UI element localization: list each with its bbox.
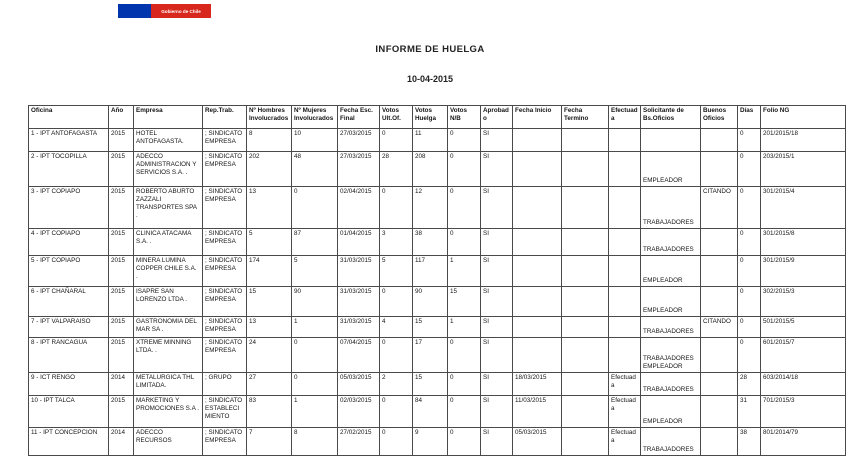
table-cell: 17	[413, 338, 448, 373]
table-cell: 0	[292, 373, 338, 396]
table-cell: 1	[448, 317, 481, 338]
table-cell: ; SINDICATO EMPRESA	[203, 428, 247, 456]
table-cell: 4 - IPT COPIAPO	[29, 229, 109, 256]
table-cell: ; SINDICATO EMPRESA	[203, 129, 247, 152]
table-cell: SI	[481, 187, 513, 229]
table-cell: 28	[738, 373, 761, 396]
table-cell	[701, 129, 738, 152]
table-cell	[609, 317, 641, 338]
table-cell: 48	[292, 152, 338, 187]
table-cell: 05/03/2015	[513, 428, 562, 456]
table-cell: 31	[738, 396, 761, 428]
table-cell	[701, 229, 738, 256]
table-cell: TRABAJADORES	[641, 373, 701, 396]
table-cell: 11	[413, 129, 448, 152]
table-row	[29, 187, 846, 229]
column-header: Empresa	[134, 106, 203, 129]
table-cell: 27/02/2015	[338, 428, 380, 456]
table-cell: ; SINDICATO ESTABLECIMIENTO	[203, 396, 247, 428]
table-cell: 301/2015/4	[761, 187, 846, 229]
table-cell: 0	[448, 229, 481, 256]
table-cell: 1	[292, 317, 338, 338]
table-cell: ; SINDICATO EMPRESA	[203, 256, 247, 287]
table-cell: 2015	[109, 256, 134, 287]
table-cell: TRABAJADORES	[641, 428, 701, 456]
table-cell	[562, 152, 609, 187]
table-cell: 18/03/2015	[513, 373, 562, 396]
table-row	[29, 373, 846, 396]
table-cell: 31/03/2015	[338, 256, 380, 287]
table-cell: 0	[448, 373, 481, 396]
table-cell: 0	[738, 187, 761, 229]
column-header: Nº Mujeres Involucrados	[292, 106, 338, 129]
table-cell: SI	[481, 338, 513, 373]
table-cell	[609, 152, 641, 187]
table-cell	[609, 256, 641, 287]
table-cell: 0	[738, 287, 761, 317]
table-cell: SI	[481, 287, 513, 317]
table-cell: 2015	[109, 396, 134, 428]
table-cell: 38	[738, 428, 761, 456]
table-cell: 0	[380, 287, 413, 317]
table-cell: 83	[247, 396, 292, 428]
column-header: Votos Ult.Of.	[380, 106, 413, 129]
table-cell: 0	[292, 338, 338, 373]
table-cell	[609, 287, 641, 317]
table-cell	[701, 287, 738, 317]
table-cell: 02/03/2015	[338, 396, 380, 428]
table-cell	[562, 129, 609, 152]
table-cell: SI	[481, 152, 513, 187]
table-cell: EMPLEADOR	[641, 287, 701, 317]
table-cell: 07/04/2015	[338, 338, 380, 373]
table-cell	[609, 338, 641, 373]
table-cell: 8 - IPT RANCAGUA	[29, 338, 109, 373]
column-header: Año	[109, 106, 134, 129]
table-cell: EMPLEADOR	[641, 152, 701, 187]
table-cell: 0	[448, 338, 481, 373]
table-cell: HOTEL ANTOFAGASTA.	[134, 129, 203, 152]
table-row	[29, 287, 846, 317]
table-cell	[701, 373, 738, 396]
table-cell: 15	[413, 317, 448, 338]
table-cell: ; SINDICATO EMPRESA	[203, 317, 247, 338]
table-cell: Efectuada	[609, 373, 641, 396]
table-cell	[562, 373, 609, 396]
table-cell: 4	[380, 317, 413, 338]
table-cell: 0	[448, 129, 481, 152]
column-header: Fecha Termino	[562, 106, 609, 129]
column-header: Fecha Esc. Final	[338, 106, 380, 129]
table-cell: 302/2015/3	[761, 287, 846, 317]
table-cell	[701, 152, 738, 187]
table-cell: 601/2015/7	[761, 338, 846, 373]
table-cell: ROBERTO ABURTO ZAZZALI TRANSPORTES SPA .	[134, 187, 203, 229]
table-cell: 0	[738, 338, 761, 373]
table-body	[29, 129, 846, 456]
table-cell: 0	[738, 129, 761, 152]
table-cell: 0	[380, 129, 413, 152]
table-cell: Efectuada	[609, 396, 641, 428]
column-header: Rep.Trab.	[203, 106, 247, 129]
table-cell: SI	[481, 129, 513, 152]
table-cell: TRABAJADORES	[641, 317, 701, 338]
table-cell	[513, 317, 562, 338]
column-header: Aprobado	[481, 106, 513, 129]
table-cell: 6 - IPT CHAÑARAL	[29, 287, 109, 317]
gobierno-de-chile-logo	[118, 4, 211, 18]
table-cell	[701, 256, 738, 287]
table-cell: 202	[247, 152, 292, 187]
table-cell: 13	[247, 317, 292, 338]
table-row	[29, 129, 846, 152]
table-cell: 2015	[109, 338, 134, 373]
table-cell: EMPLEADOR	[641, 396, 701, 428]
table-cell: 603/2014/18	[761, 373, 846, 396]
table-row	[29, 256, 846, 287]
table-cell: ; SINDICATO EMPRESA	[203, 338, 247, 373]
table-cell: 27/03/2015	[338, 152, 380, 187]
table-cell	[513, 287, 562, 317]
table-cell	[562, 187, 609, 229]
table-cell: 11/03/2015	[513, 396, 562, 428]
table-cell	[562, 338, 609, 373]
table-cell: 0	[380, 428, 413, 456]
huelga-table	[28, 105, 846, 456]
table-cell: 27	[247, 373, 292, 396]
table-cell: ADECCO ADMINISTRACION Y SERVICIOS S.A. .	[134, 152, 203, 187]
table-cell: 02/04/2015	[338, 187, 380, 229]
table-cell: CITANDO	[701, 187, 738, 229]
table-cell: SI	[481, 396, 513, 428]
table-cell: MARKETING Y PROMOCIONES S.A .	[134, 396, 203, 428]
table-cell: 5	[292, 256, 338, 287]
table-cell: EMPLEADOR	[641, 256, 701, 287]
table-cell: Efectuada	[609, 428, 641, 456]
table-cell: 10 - IPT TALCA	[29, 396, 109, 428]
table-cell: 12	[413, 187, 448, 229]
table-row	[29, 152, 846, 187]
table-row	[29, 396, 846, 428]
table-cell	[609, 229, 641, 256]
table-header-row	[29, 106, 846, 129]
table-cell	[562, 256, 609, 287]
table-row	[29, 317, 846, 338]
table-cell	[562, 229, 609, 256]
column-header: Días	[738, 106, 761, 129]
table-cell: 13	[247, 187, 292, 229]
table-cell	[513, 129, 562, 152]
table-cell: SI	[481, 229, 513, 256]
table-cell: 203/2015/1	[761, 152, 846, 187]
table-cell: 3 - IPT COPIAPO	[29, 187, 109, 229]
table-cell: 90	[292, 287, 338, 317]
table-cell: 1	[448, 256, 481, 287]
table-cell: 301/2015/9	[761, 256, 846, 287]
table-cell: 2015	[109, 287, 134, 317]
table-cell: 201/2015/18	[761, 129, 846, 152]
table-cell: 0	[448, 396, 481, 428]
table-cell: 8	[247, 129, 292, 152]
column-header: Fecha Inicio	[513, 106, 562, 129]
table-cell: ADECCO RECURSOS	[134, 428, 203, 456]
table-cell: 0	[380, 338, 413, 373]
table-cell: 5	[380, 256, 413, 287]
table-cell: 90	[413, 287, 448, 317]
table-cell: 9 - ICT RENGO	[29, 373, 109, 396]
table-cell: TRABAJADORES EMPLEADOR	[641, 338, 701, 373]
column-header: Votos N/B	[448, 106, 481, 129]
table-cell	[562, 428, 609, 456]
table-cell: SI	[481, 317, 513, 338]
table-cell: 0	[292, 187, 338, 229]
table-cell: METALURGICA THL LIMITADA.	[134, 373, 203, 396]
column-header: Solicitante de Bs.Oficios	[641, 106, 701, 129]
table-cell: 2	[380, 373, 413, 396]
table-cell: 5	[247, 229, 292, 256]
table-cell	[513, 229, 562, 256]
table-cell: 31/03/2015	[338, 287, 380, 317]
table-cell: 0	[448, 428, 481, 456]
table-cell: 7 - IPT VALPARAISO	[29, 317, 109, 338]
table-cell: 0	[448, 152, 481, 187]
table-cell: 801/2014/79	[761, 428, 846, 456]
table-cell	[562, 317, 609, 338]
table-cell: 9	[413, 428, 448, 456]
table-cell: SI	[481, 428, 513, 456]
table-cell: 174	[247, 256, 292, 287]
table-cell: 0	[738, 152, 761, 187]
logo-text: Gobierno de Chile	[161, 8, 201, 14]
table-cell: 28	[380, 152, 413, 187]
table-cell: ; SINDICATO EMPRESA	[203, 152, 247, 187]
logo-blue-block	[118, 4, 151, 18]
table-cell: 11 - IPT CONCEPCION	[29, 428, 109, 456]
table-cell: 8	[292, 428, 338, 456]
table-cell: 501/2015/5	[761, 317, 846, 338]
table-cell	[513, 187, 562, 229]
table-cell: TRABAJADORES	[641, 187, 701, 229]
table-cell	[701, 428, 738, 456]
table-cell: 10	[292, 129, 338, 152]
table-cell: ; SINDICATO EMPRESA	[203, 187, 247, 229]
table-cell: ; SINDICATO EMPRESA	[203, 229, 247, 256]
table-cell	[641, 129, 701, 152]
table-cell	[562, 396, 609, 428]
table-cell	[701, 338, 738, 373]
report-date: 10-04-2015	[406, 74, 454, 84]
table-cell: 7	[247, 428, 292, 456]
table-cell: SI	[481, 373, 513, 396]
table-row	[29, 338, 846, 373]
table-cell: XTREME MINNING LTDA. .	[134, 338, 203, 373]
table-cell	[513, 338, 562, 373]
table-cell: 3	[380, 229, 413, 256]
table-cell: 0	[380, 187, 413, 229]
column-header: Folio NG	[761, 106, 846, 129]
table-cell: CLINICA ATACAMA S.A. .	[134, 229, 203, 256]
table-cell: SI	[481, 256, 513, 287]
table-cell: ; SINDICATO EMPRESA	[203, 287, 247, 317]
table-cell: 01/04/2015	[338, 229, 380, 256]
report-title: INFORME DE HUELGA	[375, 44, 485, 55]
table-cell	[513, 152, 562, 187]
table-cell: GASTRONOMIA DEL MAR SA .	[134, 317, 203, 338]
table-cell: CITANDO	[701, 317, 738, 338]
table-cell	[609, 187, 641, 229]
column-header: Efectuada	[609, 106, 641, 129]
table-cell: 84	[413, 396, 448, 428]
table-cell: 27/03/2015	[338, 129, 380, 152]
table-cell: 0	[738, 256, 761, 287]
table-cell	[562, 287, 609, 317]
table-cell: 2015	[109, 187, 134, 229]
table-cell: 1	[292, 396, 338, 428]
column-header: Nº Hombres Involucrados	[247, 106, 292, 129]
column-header: Votos Huelga	[413, 106, 448, 129]
table-cell: 2015	[109, 317, 134, 338]
table-cell: 2 - IPT TOCOPILLA	[29, 152, 109, 187]
table-row	[29, 229, 846, 256]
table-cell: 117	[413, 256, 448, 287]
table-cell	[513, 256, 562, 287]
table-cell: 2014	[109, 428, 134, 456]
column-header: Oficina	[29, 106, 109, 129]
table-cell: 5 - IPT COPIAPO	[29, 256, 109, 287]
table-cell: 31/03/2015	[338, 317, 380, 338]
logo-red-block	[151, 4, 211, 18]
table-cell: 24	[247, 338, 292, 373]
table-cell: 2015	[109, 129, 134, 152]
table-cell: 0	[380, 396, 413, 428]
table-cell: 87	[292, 229, 338, 256]
table-cell: MINERA LUMINA COPPER CHILE S.A. .	[134, 256, 203, 287]
table-cell: 05/03/2015	[338, 373, 380, 396]
table-cell: 1 - IPT ANTOFAGASTA	[29, 129, 109, 152]
table-cell: 2015	[109, 229, 134, 256]
table-cell: 0	[448, 187, 481, 229]
table-cell: 701/2015/3	[761, 396, 846, 428]
table-cell: 301/2015/8	[761, 229, 846, 256]
table-row	[29, 428, 846, 456]
table-cell: ISAPRE SAN LORENZO LTDA .	[134, 287, 203, 317]
table-cell: 2015	[109, 152, 134, 187]
table-cell: ; GRUPO	[203, 373, 247, 396]
table-cell	[609, 129, 641, 152]
table-cell: 38	[413, 229, 448, 256]
table-cell: 15	[413, 373, 448, 396]
table-cell: 2014	[109, 373, 134, 396]
table-cell: 0	[738, 229, 761, 256]
table-cell: 208	[413, 152, 448, 187]
column-header: Buenos Oficios	[701, 106, 738, 129]
table-cell: 15	[247, 287, 292, 317]
table-cell: TRABAJADORES	[641, 229, 701, 256]
table-cell: 15	[448, 287, 481, 317]
table-cell	[701, 396, 738, 428]
table-cell: 0	[738, 317, 761, 338]
